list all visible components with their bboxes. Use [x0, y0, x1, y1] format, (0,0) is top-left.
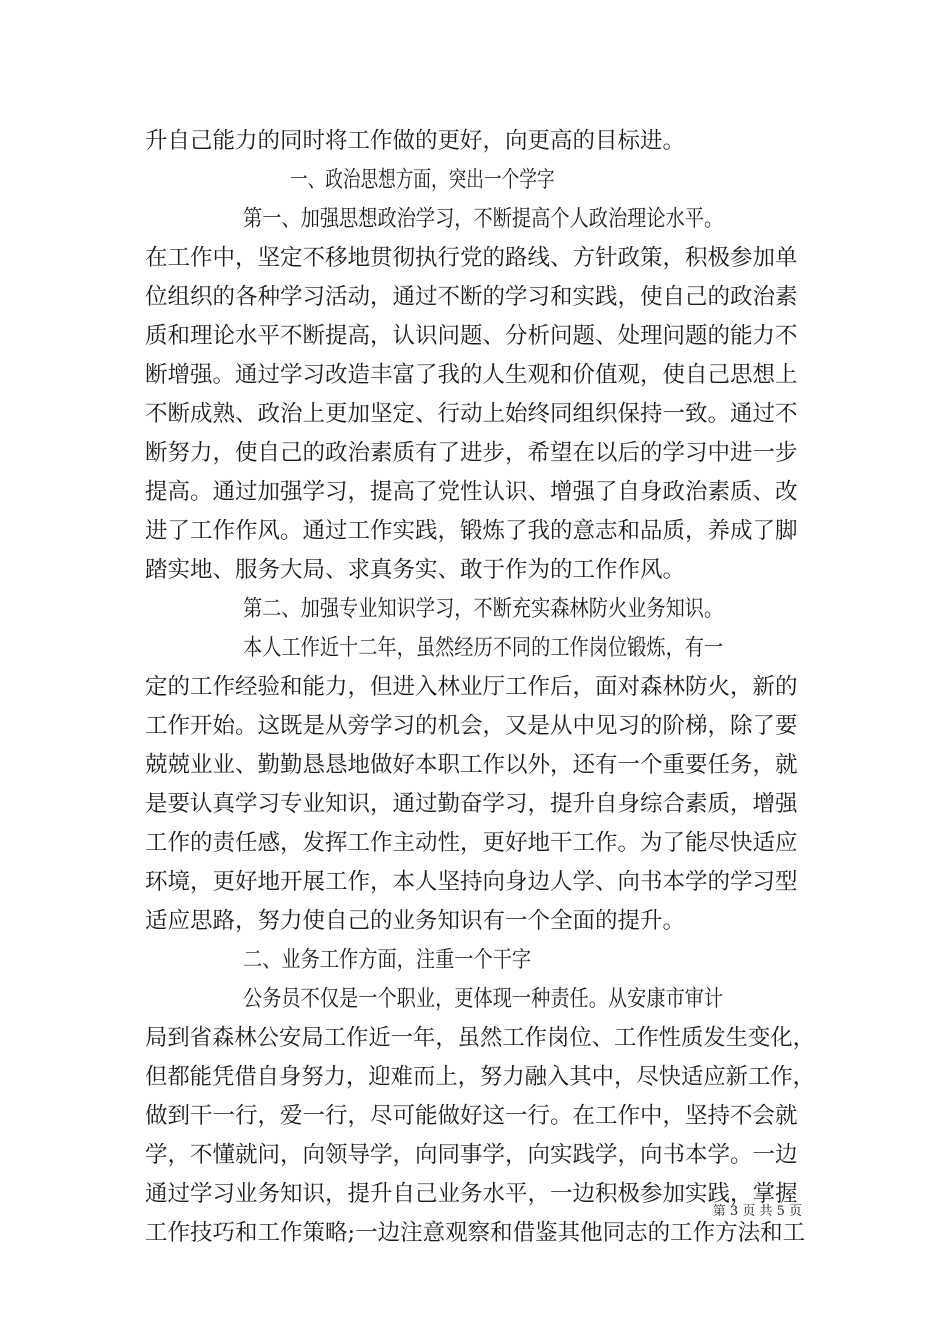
text-line: 断努力，使自己的政治素质有了进步，希望在以后的学习中进一步: [145, 440, 798, 466]
text-line: 局到省森林公安局工作近一年，虽然工作岗位、工作性质发生变化，: [145, 1025, 816, 1051]
text-line: 是要认真学习专业知识，通过勤奋学习，提升自身综合素质，增强: [145, 791, 798, 817]
text-line: 提高。通过加强学习，提高了党性认识、增强了自身政治素质、改: [145, 479, 798, 505]
text-line: 升自己能力的同时将工作做的更好，向更高的目标进。: [145, 128, 686, 154]
text-line: 踏实地、服务大局、求真务实、敢于作为的工作作风。: [145, 557, 686, 583]
text-line: 本人工作近十二年，虽然经历不同的工作岗位锻炼，有一: [243, 635, 724, 661]
subsection-heading: 第一、加强思想政治学习，不断提高个人政治理论水平。: [243, 206, 724, 232]
text-line: 环境，更好地开展工作，本人坚持向身边人学、向书本学的学习型: [145, 869, 798, 895]
text-line: 适应思路，努力使自己的业务知识有一个全面的提升。: [145, 908, 686, 934]
text-line: 不断成熟、政治上更加坚定、行动上始终同组织保持一致。通过不: [145, 401, 798, 427]
text-line: 工作技巧和工作策略;一边注意观察和借鉴其他同志的工作方法和工: [145, 1220, 806, 1246]
text-line: 通过学习业务知识，提升自己业务水平，一边积极参加实践，掌握: [145, 1181, 798, 1207]
text-line: 学，不懂就问，向领导学，向同事学，向实践学，向书本学。一边: [145, 1142, 798, 1168]
text-line: 公务员不仅是一个职业，更体现一种责任。从安康市审计: [243, 986, 724, 1012]
text-line: 断增强。通过学习改造丰富了我的人生观和价值观，使自己思想上: [145, 362, 798, 388]
text-line: 但都能凭借自身努力，迎难而上，努力融入其中，尽快适应新工作，: [145, 1064, 816, 1090]
text-line: 进了工作作风。通过工作实践，锻炼了我的意志和品质，养成了脚: [145, 518, 798, 544]
text-line: 做到干一行，爱一行，尽可能做好这一行。在工作中，坚持不会就: [145, 1103, 798, 1129]
section-heading: 一、政治思想方面，突出一个学字: [290, 167, 555, 193]
subsection-heading: 第二、加强专业知识学习，不断充实森林防火业务知识。: [243, 596, 724, 622]
text-line: 质和理论水平不断提高，认识问题、分析问题、处理问题的能力不: [145, 323, 798, 349]
text-line: 工作开始。这既是从旁学习的机会，又是从中见习的阶梯，除了要: [145, 713, 798, 739]
text-line: 兢兢业业、勤勤恳恳地做好本职工作以外，还有一个重要任务，就: [145, 752, 798, 778]
page-number: 第 3 页 共 5 页: [712, 1204, 802, 1219]
section-heading: 二、业务工作方面，注重一个干字: [243, 947, 532, 973]
text-line: 在工作中，坚定不移地贯彻执行党的路线、方针政策，积极参加单: [145, 245, 798, 271]
text-line: 定的工作经验和能力，但进入林业厅工作后，面对森林防火，新的: [145, 674, 798, 700]
text-line: 工作的责任感，发挥工作主动性，更好地干工作。为了能尽快适应: [145, 830, 798, 856]
text-line: 位组织的各种学习活动，通过不断的学习和实践，使自己的政治素: [145, 284, 798, 310]
